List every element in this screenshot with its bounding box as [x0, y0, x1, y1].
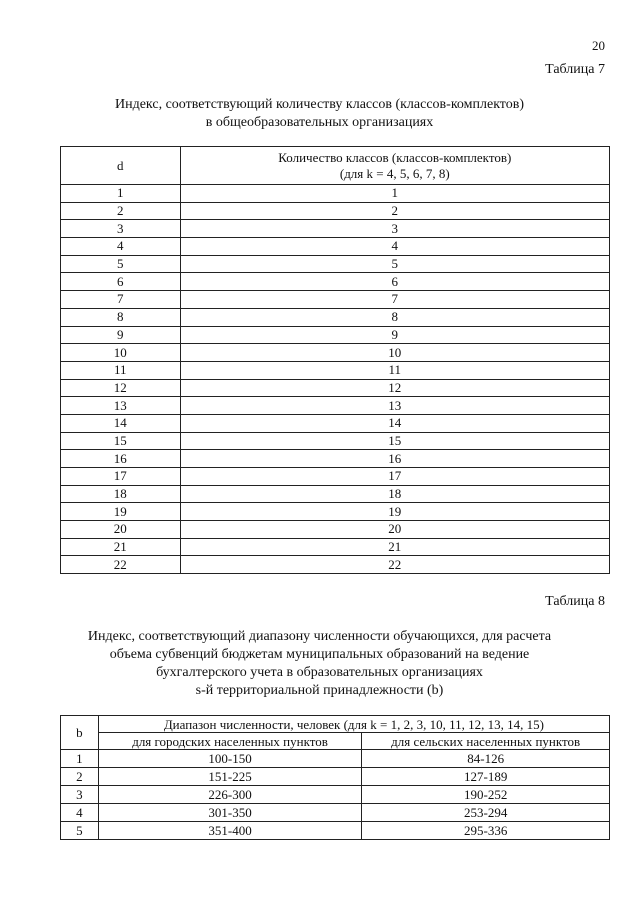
cell-classes: 7	[180, 291, 609, 309]
cell-b: 5	[61, 822, 99, 840]
table-row	[61, 768, 610, 786]
cell-urban-range: 151-225	[98, 768, 362, 786]
cell-d: 16	[61, 450, 181, 468]
table-8-header-row-2	[61, 733, 610, 750]
cell-d: 8	[61, 308, 181, 326]
cell-rural-range: 253-294	[362, 804, 610, 822]
cell-d: 2	[61, 202, 181, 220]
cell-classes: 17	[180, 468, 609, 486]
table-row	[61, 822, 610, 840]
table-row	[61, 538, 610, 556]
cell-d: 20	[61, 521, 181, 539]
table-row	[61, 804, 610, 822]
cell-d: 18	[61, 485, 181, 503]
table-8-title-line-2: объема субвенций бюджетам муниципальных образований на ведение	[109, 647, 530, 662]
cell-classes: 15	[180, 432, 609, 450]
table-row	[61, 556, 610, 574]
cell-classes: 12	[180, 379, 609, 397]
table-row	[61, 414, 610, 432]
cell-d: 3	[61, 220, 181, 238]
table-7-header-d: d	[61, 147, 181, 185]
table-row	[61, 361, 610, 379]
cell-classes: 5	[180, 255, 609, 273]
cell-classes: 1	[180, 185, 609, 203]
table-row	[61, 344, 610, 362]
table-7-header-classes	[180, 147, 609, 185]
cell-d: 21	[61, 538, 181, 556]
table-7	[60, 146, 610, 574]
cell-classes: 13	[180, 397, 609, 415]
table-8-title	[0, 628, 639, 700]
cell-d: 11	[61, 361, 181, 379]
table-7-header-classes-line-2: (для k = 4, 5, 6, 7, 8)	[339, 165, 450, 181]
table-row	[61, 521, 610, 539]
table-7-title	[0, 96, 639, 132]
table-row	[61, 397, 610, 415]
cell-d: 6	[61, 273, 181, 291]
cell-b: 3	[61, 786, 99, 804]
cell-d: 19	[61, 503, 181, 521]
table-row	[61, 485, 610, 503]
cell-b: 2	[61, 768, 99, 786]
cell-classes: 16	[180, 450, 609, 468]
cell-d: 13	[61, 397, 181, 415]
table-8	[60, 715, 610, 840]
cell-rural-range: 127-189	[362, 768, 610, 786]
table-8-header-urban: для городских населенных пунктов	[98, 733, 362, 750]
cell-classes: 14	[180, 414, 609, 432]
table-row	[61, 432, 610, 450]
cell-d: 1	[61, 185, 181, 203]
table-row	[61, 750, 610, 768]
cell-d: 15	[61, 432, 181, 450]
cell-d: 7	[61, 291, 181, 309]
cell-classes: 19	[180, 503, 609, 521]
table-row	[61, 379, 610, 397]
cell-d: 14	[61, 414, 181, 432]
table-8-title-line-1: Индекс, соответствующий диапазону численности обучающихся, для расчета	[87, 629, 552, 644]
cell-d: 9	[61, 326, 181, 344]
table-7-title-line-2: в общеобразовательных организациях	[205, 115, 434, 130]
cell-classes: 18	[180, 485, 609, 503]
table-row	[61, 326, 610, 344]
table-7-header-classes-line-1: Количество классов (классов-комплектов)	[278, 149, 512, 165]
table-row	[61, 273, 610, 291]
cell-classes: 9	[180, 326, 609, 344]
table-7-title-line-1: Индекс, соответствующий количеству классов (классов-комплектов)	[114, 97, 525, 112]
table-7-body	[61, 185, 610, 574]
table-row	[61, 220, 610, 238]
cell-classes: 10	[180, 344, 609, 362]
cell-d: 22	[61, 556, 181, 574]
cell-classes: 11	[180, 361, 609, 379]
table-7-header-row	[61, 147, 610, 185]
cell-d: 12	[61, 379, 181, 397]
cell-b: 4	[61, 804, 99, 822]
table-8-header-row-1	[61, 716, 610, 733]
table-row	[61, 503, 610, 521]
cell-classes: 3	[180, 220, 609, 238]
cell-urban-range: 301-350	[98, 804, 362, 822]
table-row	[61, 255, 610, 273]
table-8-body	[61, 750, 610, 840]
cell-classes: 21	[180, 538, 609, 556]
table-row	[61, 202, 610, 220]
table-8-header-rural: для сельских населенных пунктов	[362, 733, 610, 750]
table-8-header-range: Диапазон численности, человек (для k = 1, 2, 3, 10, 11, 12, 13, 14, 15)	[98, 716, 609, 733]
cell-classes: 4	[180, 238, 609, 256]
table-row	[61, 291, 610, 309]
table-8-title-line-3: бухгалтерского учета в образовательных организациях	[156, 665, 483, 680]
cell-d: 5	[61, 255, 181, 273]
page-number: 20	[592, 38, 605, 53]
cell-rural-range: 84-126	[362, 750, 610, 768]
cell-classes: 2	[180, 202, 609, 220]
table-8-label: Таблица 8	[545, 594, 605, 609]
table-row	[61, 786, 610, 804]
cell-b: 1	[61, 750, 99, 768]
cell-rural-range: 190-252	[362, 786, 610, 804]
cell-d: 10	[61, 344, 181, 362]
cell-urban-range: 226-300	[98, 786, 362, 804]
table-7-label: Таблица 7	[545, 62, 605, 77]
cell-urban-range: 351-400	[98, 822, 362, 840]
cell-d: 17	[61, 468, 181, 486]
cell-classes: 8	[180, 308, 609, 326]
cell-classes: 22	[180, 556, 609, 574]
cell-d: 4	[61, 238, 181, 256]
table-8-title-line-4: s-й территориальной принадлежности (b)	[195, 683, 444, 698]
table-row	[61, 308, 610, 326]
table-8-header-b: b	[61, 716, 99, 750]
table-row	[61, 468, 610, 486]
table-row	[61, 185, 610, 203]
cell-rural-range: 295-336	[362, 822, 610, 840]
table-row	[61, 450, 610, 468]
cell-urban-range: 100-150	[98, 750, 362, 768]
cell-classes: 6	[180, 273, 609, 291]
cell-classes: 20	[180, 521, 609, 539]
table-row	[61, 238, 610, 256]
